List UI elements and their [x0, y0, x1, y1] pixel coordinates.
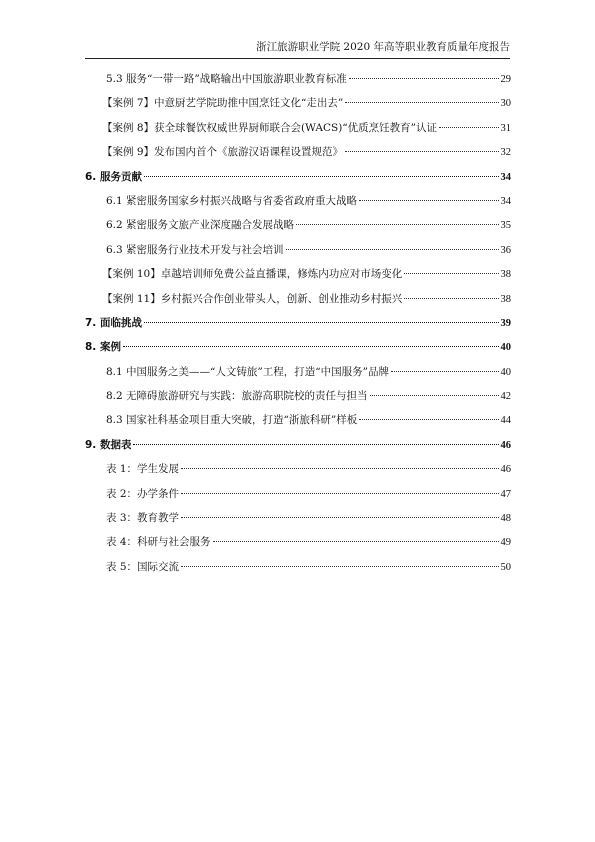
toc-dot-leader	[181, 493, 498, 494]
toc-case-entry[interactable]	[85, 95, 511, 119]
toc-page-number: 39	[500, 317, 511, 329]
toc-dot-leader	[286, 249, 499, 250]
toc-table-entry[interactable]	[85, 510, 511, 534]
toc-entry-title: 6.1 紧密服务国家乡村振兴战略与省委省政府重大战略	[106, 194, 358, 207]
toc-dot-leader	[296, 224, 498, 225]
toc-page-number: 30	[500, 98, 511, 110]
toc-entry-title: 【案例 7】中意厨艺学院助推中国烹饪文化“走出去”	[102, 97, 344, 110]
toc-table-entry[interactable]	[85, 486, 511, 510]
toc-entry-title: 9. 数据表	[85, 438, 132, 451]
toc-dot-leader	[123, 346, 499, 347]
toc-dot-leader	[349, 78, 499, 79]
toc-page-number: 32	[500, 147, 511, 159]
toc-table-entry[interactable]	[85, 534, 511, 558]
toc-dot-leader	[391, 371, 498, 372]
toc-dot-leader	[345, 151, 498, 152]
toc-case-entry[interactable]	[85, 291, 511, 315]
toc-dot-leader	[359, 419, 498, 420]
toc-entry-title: 【案例 11】乡村振兴合作创业带头人，创新、创业推动乡村振兴	[102, 292, 403, 305]
toc-entry-title: 6. 服务贡献	[85, 170, 142, 183]
table-of-contents	[85, 71, 511, 583]
toc-dot-leader	[213, 541, 499, 542]
toc-page-number: 42	[500, 391, 511, 403]
toc-page-number: 29	[500, 74, 511, 85]
toc-table-entry[interactable]	[85, 461, 511, 485]
toc-page-number: 46	[500, 439, 511, 451]
toc-entry-title: 表 2：办学条件	[106, 487, 180, 500]
toc-entry-title: 【案例 10】卓越培训师免费公益直播课，修炼内功应对市场变化	[102, 268, 403, 281]
toc-entry-title: 6.2 紧密服务文旅产业深度融合发展战略	[106, 219, 295, 232]
toc-entry-title: 8.2 无障碍旅游研究与实践：旅游高职院校的责任与担当	[106, 390, 368, 403]
page-header	[85, 40, 510, 59]
toc-dot-leader	[181, 517, 498, 518]
toc-page-number: 40	[500, 342, 511, 354]
toc-case-entry[interactable]	[85, 266, 511, 290]
report-title: 浙江旅游职业学院 2020 年高等职业教育质量年度报告	[256, 41, 510, 53]
toc-chapter-entry[interactable]	[85, 169, 511, 193]
toc-case-entry[interactable]	[85, 120, 511, 144]
toc-section-entry[interactable]	[85, 242, 511, 266]
toc-page-number: 31	[500, 122, 511, 134]
toc-page-number: 46	[500, 464, 511, 476]
toc-entry-title: 【案例 8】获全球餐饮权威世界厨师联合会(WACS)“优质烹饪教育”认证	[102, 121, 438, 134]
toc-entry-title: 5.3 服务“一带一路”战略输出中国旅游职业教育标准	[106, 73, 347, 85]
toc-entry-title: 表 5：国际交流	[106, 560, 180, 573]
toc-dot-leader	[144, 176, 499, 177]
toc-page-number: 40	[500, 366, 511, 378]
toc-entry-title: 8.1 中国服务之美——“人文铸旅”工程，打造“中国服务”品牌	[106, 365, 390, 378]
toc-page-number: 44	[500, 415, 511, 427]
toc-section-entry[interactable]	[85, 193, 511, 217]
toc-case-entry[interactable]	[85, 144, 511, 168]
toc-page-number: 36	[500, 244, 511, 256]
toc-dot-leader	[404, 298, 498, 299]
toc-table-entry[interactable]	[85, 559, 511, 583]
toc-page-number: 50	[500, 561, 511, 573]
toc-section-entry[interactable]	[85, 364, 511, 388]
toc-page-number: 49	[500, 537, 511, 549]
toc-dot-leader	[181, 468, 498, 469]
toc-dot-leader	[181, 566, 498, 567]
toc-dot-leader	[370, 395, 499, 396]
toc-chapter-entry[interactable]	[85, 315, 511, 339]
toc-page-number: 35	[500, 220, 511, 232]
toc-page-number: 38	[500, 269, 511, 281]
toc-entry-title: 表 3：教育教学	[106, 512, 180, 525]
toc-page-number: 34	[500, 195, 511, 207]
toc-entry-title: 7. 面临挑战	[85, 316, 142, 329]
toc-dot-leader	[345, 102, 498, 103]
toc-dot-leader	[359, 200, 498, 201]
toc-dot-leader	[133, 444, 498, 445]
toc-section-entry[interactable]	[85, 388, 511, 412]
toc-entry-title: 表 4：科研与社会服务	[106, 536, 211, 549]
toc-chapter-entry[interactable]	[85, 437, 511, 461]
toc-chapter-entry[interactable]	[85, 339, 511, 363]
toc-dot-leader	[439, 127, 498, 128]
toc-page-number: 38	[500, 293, 511, 305]
toc-entry-title: 8.3 国家社科基金项目重大突破，打造“浙旅科研”样板	[106, 414, 358, 427]
toc-section-entry[interactable]	[85, 217, 511, 241]
toc-page-number: 48	[500, 513, 511, 525]
toc-entry-title: 6.3 紧密服务行业技术开发与社会培训	[106, 243, 284, 256]
toc-page-number: 34	[500, 171, 511, 183]
toc-dot-leader	[404, 273, 498, 274]
toc-section-entry[interactable]	[85, 71, 511, 95]
toc-dot-leader	[144, 322, 499, 323]
toc-entry-title: 8. 案例	[85, 341, 121, 354]
toc-section-entry[interactable]	[85, 412, 511, 436]
toc-page-number: 47	[500, 488, 511, 500]
toc-entry-title: 【案例 9】发布国内首个《旅游汉语课程设置规范》	[102, 146, 344, 159]
toc-entry-title: 表 1：学生发展	[106, 463, 180, 476]
